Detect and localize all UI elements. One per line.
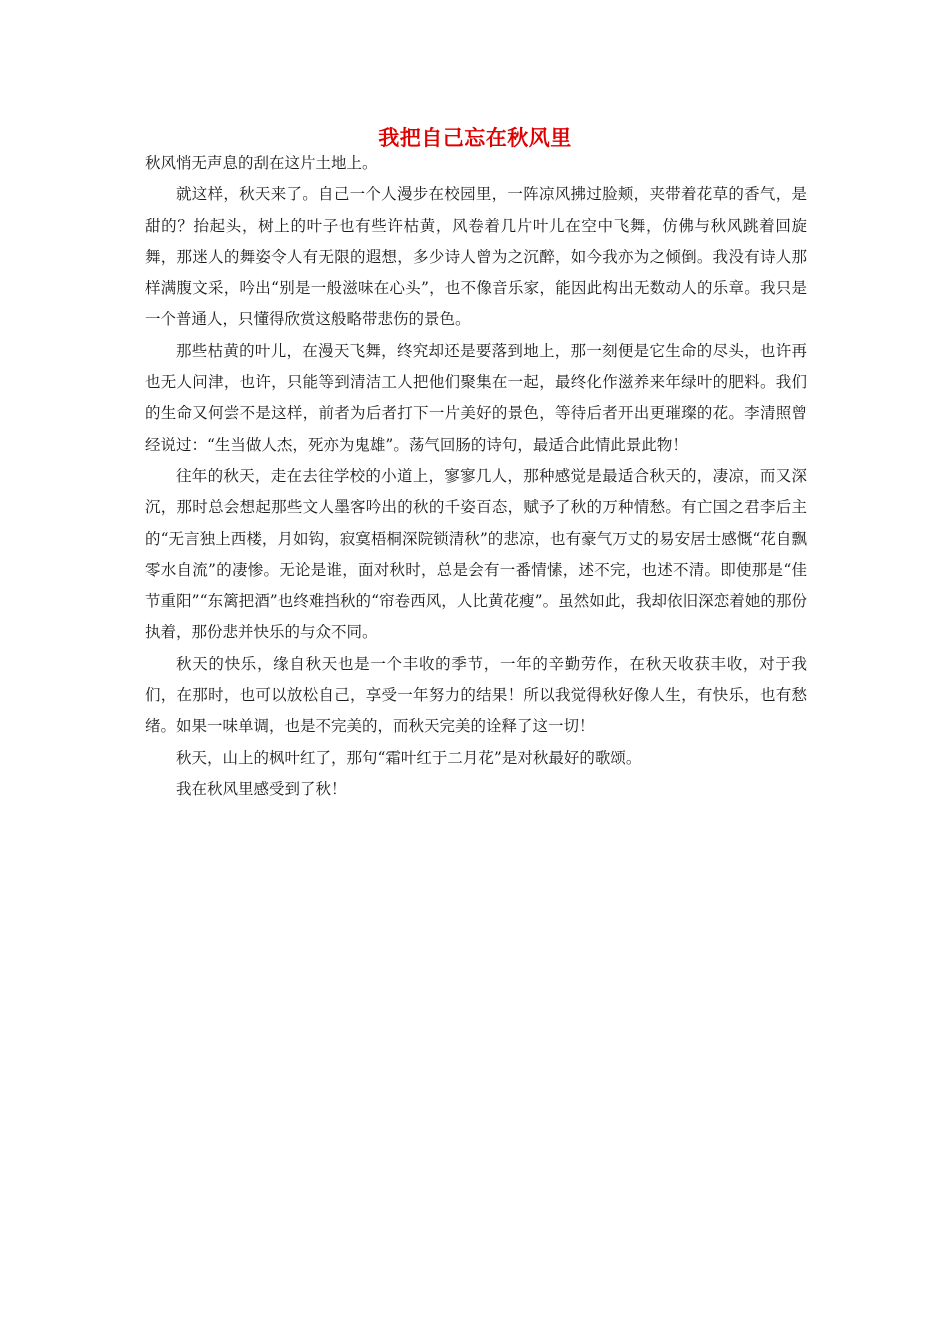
paragraph-4: 往年的秋天，走在去往学校的小道上，寥寥几人，那种感觉是最适合秋天的，凄凉，而又深沉，那时总会想起那些文人墨客吟出的秋的千姿百态，赋予了秋的万种情愁。有亡国之君李后主的“无言独上西楼，月如钩，寂寞梧桐深院锁清秋”的悲凉，也有豪气万丈的易安居士感慨“花自飘零水自流”的凄惨。无论是谁，面对秋时，总是会有一番情愫，述不完，也述不清。即使那是“佳节重阳”“东篱把酒”也终难挡秋的“帘卷西风，人比黄花瘦”。虽然如此，我却依旧深恋着她的那份执着，那份悲并快乐的与众不同。 — [145, 466, 807, 642]
paragraph-7: 我在秋风里感受到了秋！ — [176, 779, 347, 798]
paragraph-5: 秋天的快乐，缘自秋天也是一个丰收的季节，一年的辛勤劳作，在秋天收获丰收，对于我们，在那时，也可以放松自己，享受一年努力的结果！所以我觉得秋好像人生，有快乐，也有愁绪。如果一味单调，也是不完美的，而秋天完美的诠释了这一切！ — [145, 654, 807, 736]
paragraph-1: 秋风悄无声息的刮在这片土地上。 — [145, 154, 378, 172]
paragraph-3: 那些枯黄的叶儿，在漫天飞舞，终究却还是要落到地上，那一刻便是它生命的尽头，也许再也无人问津，也许，只能等到清洁工人把他们聚集在一起，最终化作滋养来年绿叶的肥料。我们的生命又何尝不是这样，前者为后者打下一片美好的景色，等待后者开出更璀璨的花。李清照曾经说过：“生当做人杰，死亦为鬼雄”。荡气回肠的诗句，最适合此情此景此物！ — [145, 341, 807, 454]
document-title: 我把自己忘在秋风里 — [378, 126, 572, 150]
paragraph-6: 秋天，山上的枫叶红了，那句“霜叶红于二月花”是对秋最好的歌颂。 — [176, 748, 642, 767]
paragraph-2: 就这样，秋天来了。自己一个人漫步在校园里，一阵凉风拂过脸颊，夹带着花草的香气，是甜的？抬起头，树上的叶子也有些许枯黄，风卷着几片叶儿在空中飞舞，仿佛与秋风跳着回旋舞，那迷人的舞姿令人有无限的遐想，多少诗人曾为之沉醉，如今我亦为之倾倒。我没有诗人那样满腹文采，吟出“别是一般滋味在心头”，也不像音乐家，能因此构出无数动人的乐章。我只是一个普通人，只懂得欣赏这般略带悲伤的景色。 — [145, 185, 807, 329]
document-body — [145, 148, 807, 805]
